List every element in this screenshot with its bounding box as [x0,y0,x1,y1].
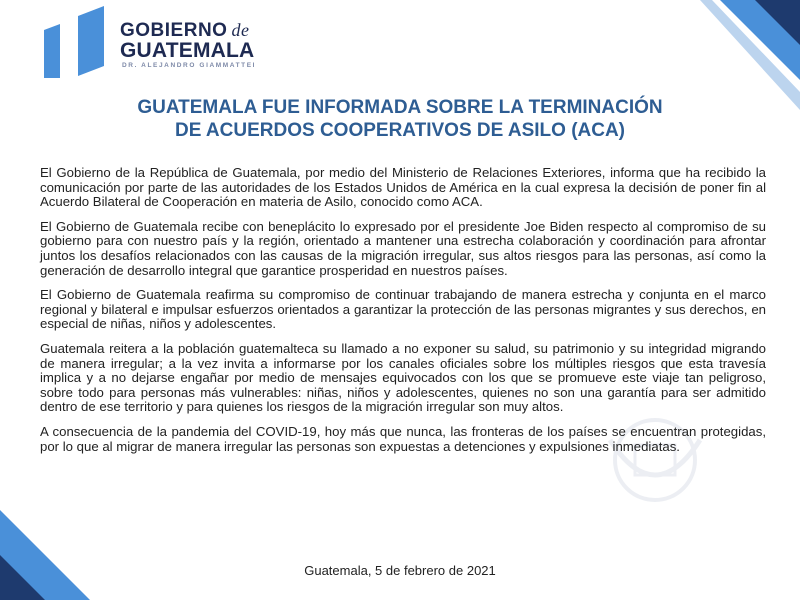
flag-stripes-icon [42,6,110,78]
title-line-1: GUATEMALA FUE INFORMADA SOBRE LA TERMINACIÓN [137,97,663,118]
title-line-2: DE ACUERDOS COOPERATIVOS DE ASILO (ACA) [174,120,626,141]
government-logo [42,6,302,80]
corner-decoration-bottom-left [0,500,100,600]
statement-body [40,166,766,464]
corner-decoration-top-right [700,0,800,110]
logo-line-gobierno: GOBIERNO de [120,20,250,41]
date-line: Guatemala, 5 de febrero de 2021 [304,563,496,578]
paragraph: A consecuencia de la pandemia del COVID-19, hoy más que nunca, las fronteras de los países se encuentran protegidas, por lo que al migrar de manera irregular las personas son expuestas a detenciones y expulsiones inmediatas. [40,423,766,454]
paragraph: Guatemala reitera a la población guatemalteca su llamado a no exponer su salud, su patrimonio y su integridad migrando de manera irregular; a la vez invita a informarse por los canales oficiales sobre los múltiples riesgos que esta travesía implica y a no dejarse engañar por medio de mensajes equivocados con los que se promueve este viaje tan peligroso, sobre todo para personas más vulnerables: niñas, niños y adolescentes, quienes no son una garantía para ser admitido dentro de ese territorio y para quienes los riesgos de la migración irregular son muy altos. [40,340,766,415]
paragraph: El Gobierno de Guatemala recibe con beneplácito lo expresado por el presidente Joe Biden respecto al compromiso de su gobierno para con nuestro país y la región, orientado a mantener una estrecha colaboración y coordinación para afrontar juntos los desafíos relacionados con las causas de la migración irregular, sus altos riesgos para las personas, así como la generación de desarrollo integral que garantice prosperidad en nuestros países. [40,218,766,278]
logo-line-guatemala: GUATEMALA [120,39,255,62]
logo-subline: DR. ALEJANDRO GIAMMATTEI [122,62,257,69]
page-title [30,96,770,142]
paragraph: El Gobierno de la República de Guatemala, por medio del Ministerio de Relaciones Exteriores, informa que ha recibido la comunicación por parte de las autoridades de los Estados Unidos de América en la cual expresa la decisión de poner fin al Acuerdo Bilateral de Cooperación en materia de Asilo, conocido como ACA. [40,165,766,210]
paragraph: El Gobierno de Guatemala reafirma su compromiso de continuar trabajando de manera estrecha y conjunta en el marco regional y bilateral e impulsar esfuerzos orientados a garantizar la protección de las personas migrantes y sus derechos, en especial de niñas, niños y adolescentes. [40,287,766,332]
